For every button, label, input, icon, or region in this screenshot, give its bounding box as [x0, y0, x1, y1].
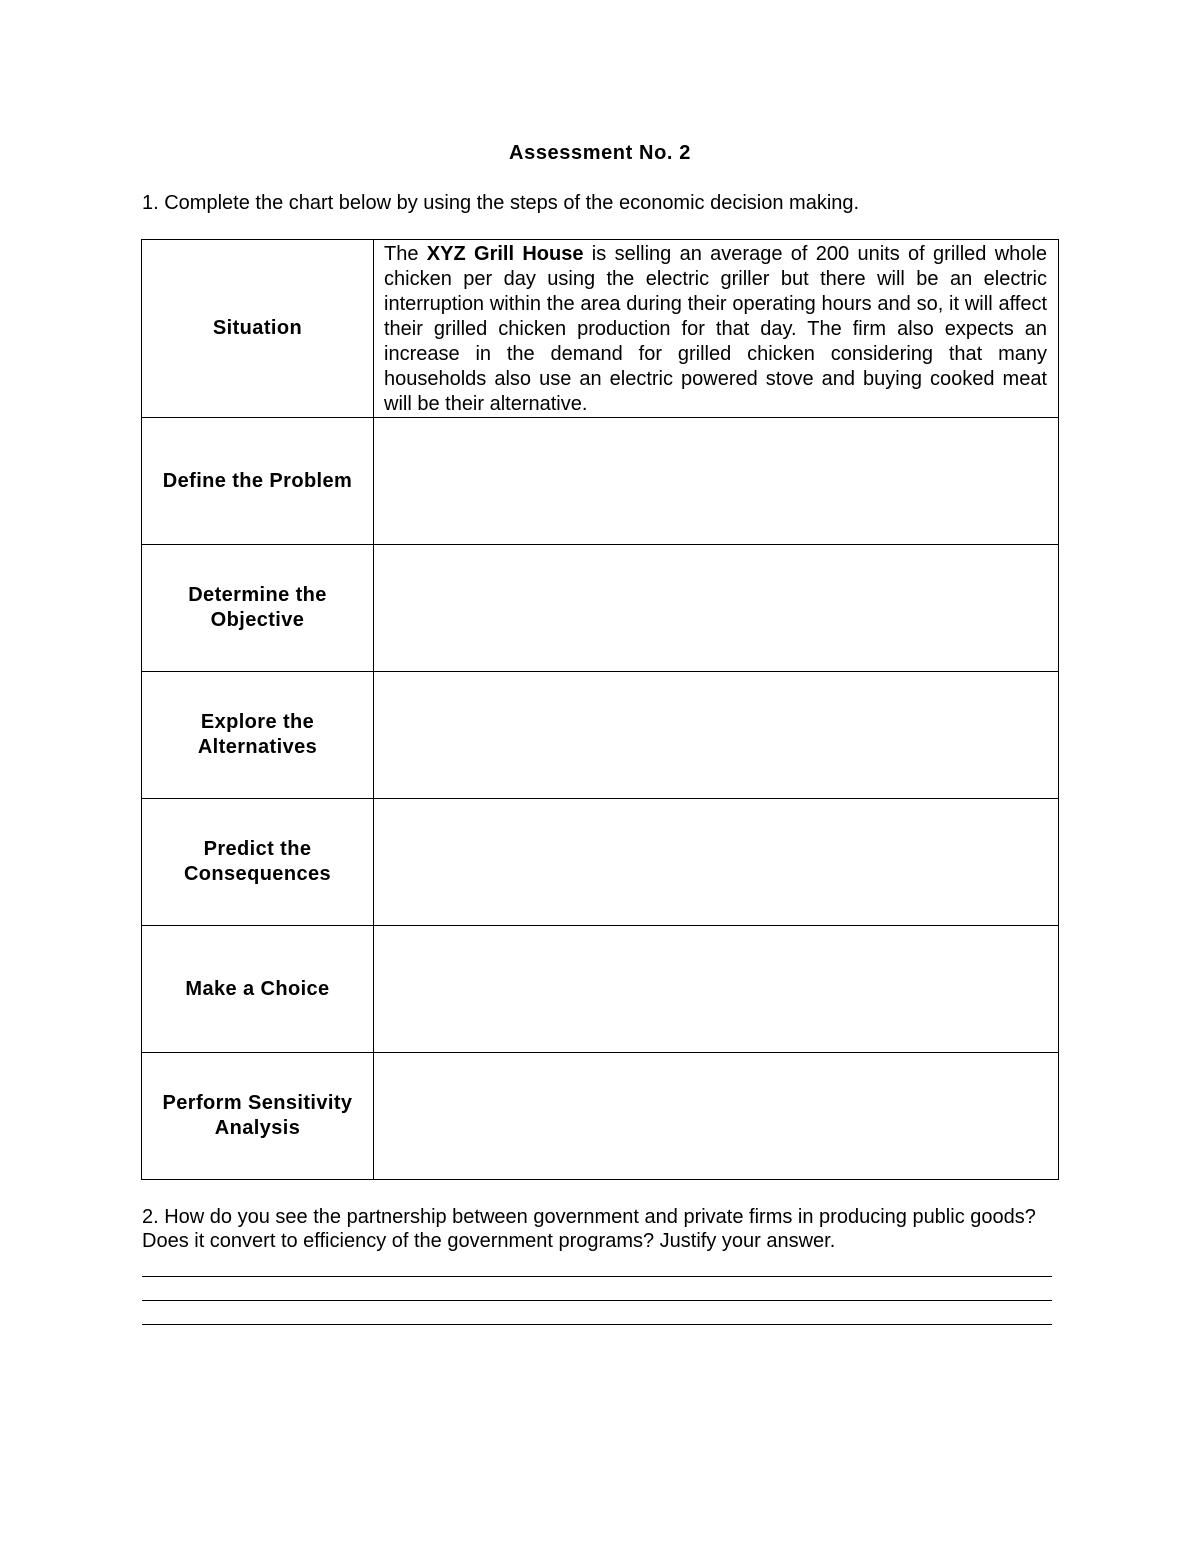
- answer-blank-line-3[interactable]: [142, 1324, 1052, 1325]
- question-2: 2. How do you see the partnership between government and private firms in producing public goods? Does it convert to efficiency of the government programs? Justify your answer.: [142, 1206, 1036, 1252]
- situation-text-rest: is selling an average of 200 units of grilled whole chicken per day using the electric griller but there will be an electric interruption within the area during their operating hours and so, it will affect their grilled chicken production for that day. The firm also expects an increase in the demand for grilled chicken considering that many households also use an electric powered stove and buying cooked meat will be their alternative.: [384, 243, 1047, 415]
- step-row-predict-consequences: [142, 799, 1059, 926]
- answer-cell-explore-alternatives[interactable]: [374, 672, 1059, 799]
- answer-blank-line-1[interactable]: [142, 1276, 1052, 1277]
- decision-making-chart: [141, 239, 1059, 1180]
- answer-cell-determine-objective[interactable]: [374, 545, 1059, 672]
- answer-cell-make-choice[interactable]: [374, 926, 1059, 1053]
- assessment-title: Assessment No. 2: [509, 142, 691, 164]
- question-1-instruction: 1. Complete the chart below by using the steps of the economic decision making.: [142, 192, 860, 214]
- firm-name: XYZ Grill House: [426, 243, 584, 265]
- step-row-sensitivity-analysis: [142, 1053, 1059, 1180]
- step-row-explore-alternatives: [142, 672, 1059, 799]
- step-label-predict-consequences: Predict the Consequences: [142, 799, 374, 926]
- step-row-define-problem: [142, 418, 1059, 545]
- situation-text-start: The: [384, 243, 427, 265]
- situation-row: [142, 240, 1059, 418]
- answer-blank-line-2[interactable]: [142, 1300, 1052, 1301]
- answer-cell-sensitivity-analysis[interactable]: [374, 1053, 1059, 1180]
- situation-text: [374, 240, 1059, 418]
- answer-cell-define-problem[interactable]: [374, 418, 1059, 545]
- step-label-determine-objective: Determine the Objective: [142, 545, 374, 672]
- step-label-make-choice: Make a Choice: [142, 926, 374, 1053]
- step-row-make-choice: [142, 926, 1059, 1053]
- answer-cell-predict-consequences[interactable]: [374, 799, 1059, 926]
- step-label-sensitivity-analysis: Perform Sensitivity Analysis: [142, 1053, 374, 1180]
- step-row-determine-objective: [142, 545, 1059, 672]
- step-label-define-problem: Define the Problem: [142, 418, 374, 545]
- situation-label: Situation: [142, 240, 374, 418]
- step-label-explore-alternatives: Explore the Alternatives: [142, 672, 374, 799]
